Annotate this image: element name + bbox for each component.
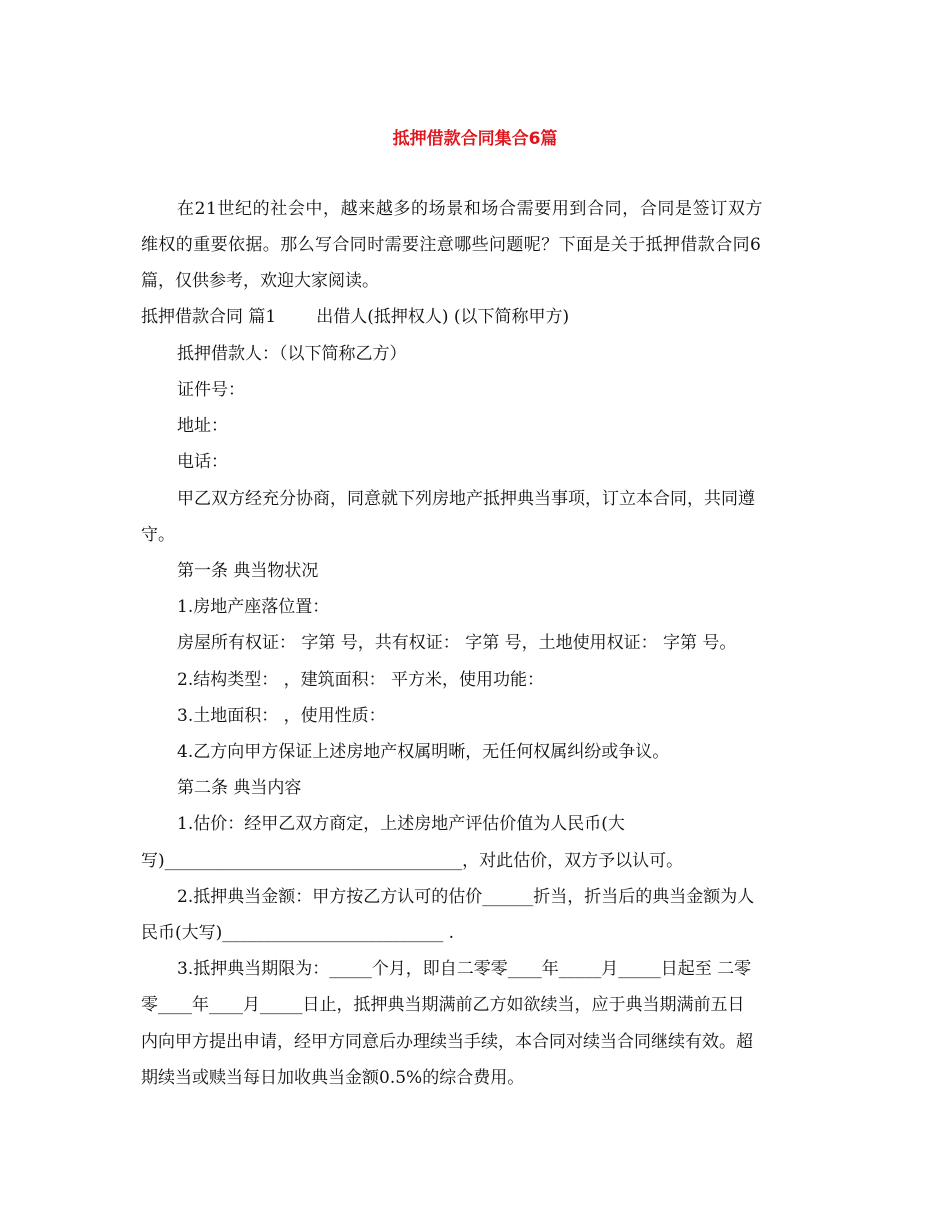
section-heading: 抵押借款合同 篇1 xyxy=(141,307,277,327)
term-line-1: 3.抵押典当期限为：_____个月，即自二零零____年_____月_____日起至 二零 xyxy=(177,959,752,979)
article-1-item-2: 2.结构类型： ，建筑面积： 平方米，使用功能： xyxy=(177,670,545,690)
term-line-2: 零____年____月_____日止，抵押典当期满前乙方如欲续当，应于典当期满前五日 xyxy=(141,995,745,1015)
phone-line: 电话： xyxy=(177,452,228,472)
intro-line-2: 维权的重要依据。那么写合同时需要注意哪些问题呢？下面是关于抵押借款合同6 xyxy=(141,235,762,255)
address-line: 地址： xyxy=(177,416,228,436)
term-line-3: 内向甲方提出申请，经甲方同意后办理续当手续，本合同对续当合同继续有效。超 xyxy=(141,1032,753,1052)
agreement-line-1: 甲乙双方经充分协商，同意就下列房地产抵押典当事项，订立本合同，共同遵 xyxy=(177,489,755,509)
valuation-line-2: 写)___________________________________，对此估价，双方予以认可。 xyxy=(141,851,684,871)
term-line-4: 期续当或赎当每日加收典当金额0.5%的综合费用。 xyxy=(141,1068,525,1088)
article-1-item-4: 4.乙方向甲方保证上述房地产权属明晰，无任何权属纠纷或争议。 xyxy=(177,742,670,762)
section-heading-row xyxy=(141,306,569,328)
id-number-line: 证件号： xyxy=(177,380,245,400)
agreement-line-2: 守。 xyxy=(141,525,175,545)
borrower-line: 抵押借款人：（以下简称乙方） xyxy=(177,344,407,364)
intro-line-1: 在21世纪的社会中，越来越多的场景和场合需要用到合同，合同是签订双方 xyxy=(177,199,764,219)
lender-line: 出借人(抵押权人) (以下简称甲方) xyxy=(316,307,570,327)
certificate-line: 房屋所有权证： 字第 号，共有权证： 字第 号，土地使用权证： 字第 号。 xyxy=(177,633,737,653)
valuation-line-1: 1.估价：经甲乙双方商定，上述房地产评估价值为人民币(大 xyxy=(177,814,625,834)
document-title: 抵押借款合同集合6篇 xyxy=(392,129,558,149)
article-1-item-1: 1.房地产座落位置： xyxy=(177,597,330,617)
article-2-heading: 第二条 典当内容 xyxy=(177,778,302,798)
article-1-item-3: 3.土地面积： ，使用性质： xyxy=(177,706,386,726)
intro-line-3: 篇，仅供参考，欢迎大家阅读。 xyxy=(141,271,379,291)
amount-line-2: 民币(大写)__________________________ . xyxy=(141,923,455,943)
article-1-heading: 第一条 典当物状况 xyxy=(177,561,319,581)
amount-line-1: 2.抵押典当金额：甲方按乙方认可的估价______折当，折当后的典当金额为人 xyxy=(177,887,755,907)
